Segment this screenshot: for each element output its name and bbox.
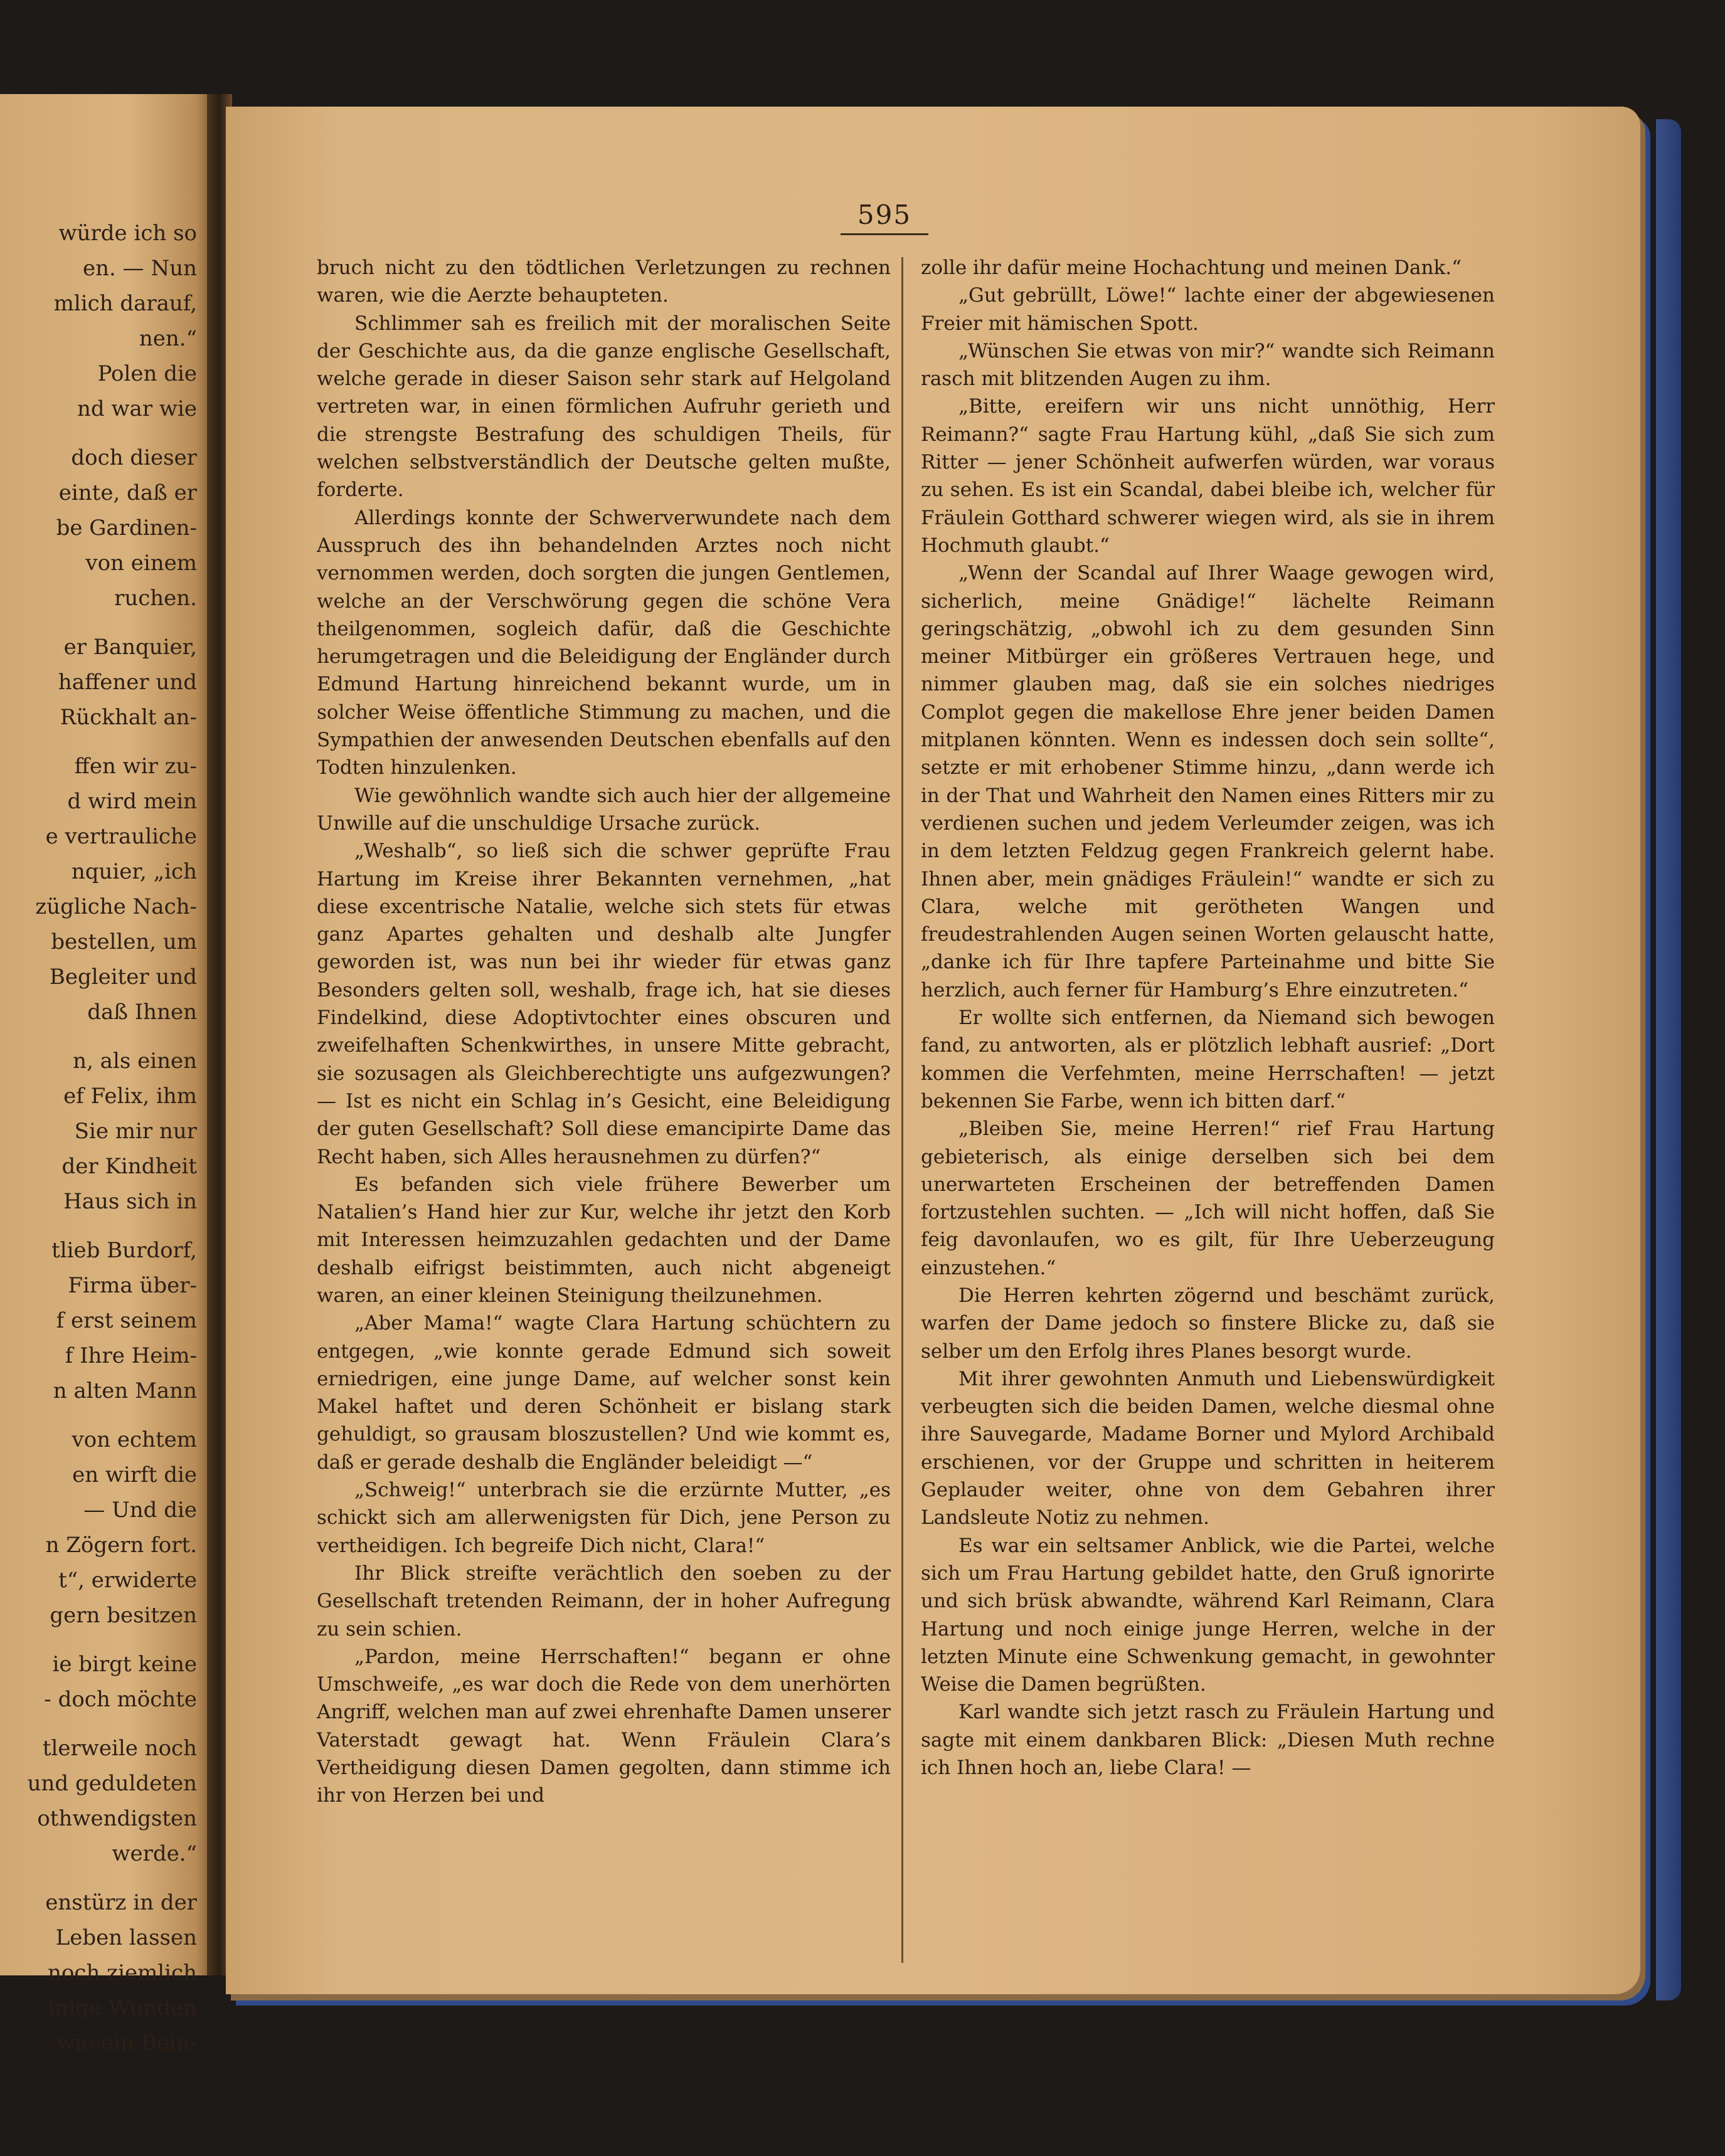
left-page-line: ruchen.	[114, 586, 197, 611]
left-page-line: der Kindheit	[61, 1154, 197, 1179]
paragraph: „Schweig!“ unterbrach sie die erzürnte Mutter, „es schickt sich am allerwenigsten für Dich, jene Person zu vertheidigen. Ich begreife Dich nicht, Clara!“	[317, 1479, 891, 1557]
left-page-line: tlerweile noch	[42, 1736, 197, 1761]
page-number-rule	[841, 233, 928, 235]
left-page-line: nd war wie	[77, 396, 197, 421]
paragraph: Mit ihrer gewohnten Anmuth und Liebenswürdigkeit verbeugten sich die beiden Damen, welche diesmal ohne ihre Sauvegarde, Madame Borner und Mylord Archibald erschienen, vor der Gruppe und schritten in heiterem Geplauder weiter, ohne von dem Gebahren ihrer Landsleute Notiz zu nehmen.	[921, 1367, 1495, 1530]
left-page-line: Begleiter und	[49, 964, 197, 990]
left-page-line: noch ziemlich	[48, 1960, 197, 1985]
paragraph: Er wollte sich entfernen, da Niemand sich bewogen fand, zu antworten, als er plötzlich lebhaft ausrief: „Dort kommen die Verfehmten, meine Herrschaften! — jetzt bekennen Sie Farbe, wenn ich bitten darf.“	[921, 1007, 1495, 1112]
left-page-line: nen.“	[139, 326, 197, 351]
left-page-line: Leben lassen	[55, 1925, 197, 1950]
left-page-line: be Gardinen-	[56, 515, 197, 541]
left-page-line: bestellen, um	[51, 929, 197, 954]
column-divider	[901, 257, 903, 1963]
paragraph: „Aber Mama!“ wagte Clara Hartung schüchtern zu entgegen, „wie konnte gerade Edmund sich soweit erniedrigen, eine junge Dame, auf welcher sonst kein Makel haftet und deren Schönheit er bislang stark gehuldigt, so grausam bloszustellen? Und wie kommt es, daß er gerade deshalb die Engländer beleidigt —“	[317, 1312, 891, 1474]
paragraph: „Bitte, ereifern wir uns nicht unnöthig, Herr Reimann?“ sagte Frau Hartung kühl, „daß Sie sich zum Ritter — jener Schönheit aufwerfen würden, war voraus zu sehen. Es ist ein Scandal, dabei bleibe ich, welcher für Fräulein Gotthard schwerer wiegen wird, als sie in ihrem Hochmuth glaubt.“	[921, 395, 1495, 557]
left-page-line: zügliche Nach-	[35, 894, 197, 919]
paragraph: Allerdings konnte der Schwerverwundete nach dem Ausspruch des ihn behandelnden Arztes noch nicht vernommen werden, doch sorgten die jungen Gentlemen, welche an der Verschwörung gegen die schöne Vera theilgenommen, sogleich dafür, daß die Geschichte herumgetragen und die Beleidigung der Engländer durch Edmund Hartung hinreichend bekannt wurde, um in solcher Weise öffentliche Stimmung zu machen, und die Sympathien der anwesenden Deutschen ebenfalls auf den Todten hinzulenken.	[317, 506, 891, 779]
left-page-line: f erst seinem	[56, 1308, 197, 1333]
left-page-line: n Zögern fort.	[45, 1533, 197, 1558]
left-page-line: ie birgt keine	[52, 1652, 197, 1677]
paragraph: „Weshalb“, so ließ sich die schwer geprüfte Frau Hartung im Kreise ihrer Bekannten vernehmen, „hat diese excentrische Natalie, welche sich stets für etwas ganz Apartes gehalten und deshalb alte Jungfer geworden ist, was nun bei ihr wieder für etwas ganz Besonders gelten soll, weshalb, frage ich, hat sie dieses Findelkind, diese Adoptivtochter eines obscuren und zweifelhaften Schenkwirthes, in unsere Mitte gebracht, sie sozusagen als Gleichberechtigte uns aufgezwungen? — Ist es nicht ein Schlag in’s Gesicht, eine Beleidigung der guten Gesellschaft? Soll diese emancipirte Dame das Recht haben, sich Alles herausnehmen zu dürfen?“	[317, 840, 891, 1168]
paragraph: „Gut gebrüllt, Löwe!“ lachte einer der abgewiesenen Freier mit hämischen Spott.	[921, 284, 1495, 335]
left-page-line: doch dieser	[71, 445, 197, 470]
left-page-line: n, als einen	[73, 1049, 197, 1074]
paragraph: Karl wandte sich jetzt rasch zu Fräulein Hartung und sagte mit einem dankbaren Blick: „Diesen Muth rechne ich Ihnen hoch an, liebe Clara! —	[921, 1701, 1495, 1780]
paragraph: „Wünschen Sie etwas von mir?“ wandte sich Reimann rasch mit blitzenden Augen zu ihm.	[921, 339, 1495, 391]
page-number: 595	[857, 199, 912, 230]
paragraph: Wie gewöhnlich wandte sich auch hier der allgemeine Unwille auf die unschuldige Ursache zurück.	[317, 784, 891, 835]
left-page-line: Polen die	[97, 361, 197, 386]
left-page-line: einte, daß er	[58, 480, 197, 505]
text-column-left	[317, 254, 891, 1810]
book-cover-edge	[1656, 119, 1681, 2000]
left-page-line: tlieb Burdorf,	[51, 1238, 197, 1263]
paragraph: zolle ihr dafür meine Hochachtung und meinen Dank.“	[921, 256, 1462, 279]
paragraph: Die Herren kehrten zögernd und beschämt zurück, warfen der Dame jedoch so finstere Blicke zu, daß sie selber um den Erfolg ihres Planes besorgt wurde.	[921, 1284, 1495, 1363]
paragraph: „Wenn der Scandal auf Ihrer Waage gewogen wird, sicherlich, meine Gnädige!“ lächelte Reimann geringschätzig, „obwohl ich zu dem gesunden Sinn meiner Mitbürger ein größeres Vertrauen hege, und nimmer glauben mag, daß sie ein solches niedriges Complot gegen die makellose Ehre jener beiden Damen mitplanen könnten. Wenn es indessen doch sein sollte“, setzte er mit erhobener Stimme hinzu, „dann werde ich in der That und Wahrheit den Namen eines Ritters mir zu verdienen suchen und jedem Verleumder zeigen, was ich in dem letzten Feldzug gegen Frankreich gelernt habe. Ihnen aber, mein gnädiges Fräulein!“ wandte er sich zu Clara, welche mit gerötheten Wangen und freudestrahlenden Augen seinen Worten gelauscht hatte, „danke ich für Ihre tapfere Parteinahme und bitte Sie herzlich, auch ferner für Hamburg’s Ehre einzutreten.“	[921, 562, 1495, 1001]
left-page-line: f Ihre Heim-	[65, 1343, 197, 1368]
paragraph: „Pardon, meine Herrschaften!“ begann er ohne Umschweife, „es war doch die Rede von dem unerhörten Angriff, welchen man auf zwei ehrenhafte Damen unserer Vaterstadt gewagt hat. Wenn Fräulein Clara’s Vertheidigung diesen Damen gegolten, dann stimme ich ihr von Herzen bei und	[317, 1645, 891, 1807]
paragraph: Ihr Blick streifte verächtlich den soeben zu der Gesellschaft tretenden Reimann, der in hoher Aufregung zu sein schien.	[317, 1562, 891, 1641]
paragraph: Es war ein seltsamer Anblick, wie die Partei, welche sich um Frau Hartung gebildet hatte, den Gruß ignorirte und sich brüsk abwandte, während Karl Reimann, Clara Hartung und noch einige junge Herren, welche in der letzten Minute eine Schwenkung gemacht, in gewohnter Weise die Damen begrüßten.	[921, 1534, 1495, 1696]
paragraph: Es befanden sich viele frühere Bewerber um Natalien’s Hand hier zur Kur, welche ihr jetzt den Korb mit Interessen heimzuzahlen gedachten und der Dame deshalb eifrigst beistimmten, auch nicht abgeneigt waren, an einer kleinen Steinigung theilzunehmen.	[317, 1173, 891, 1307]
left-page-line: nquier, „ich	[71, 859, 197, 884]
left-page-line: Firma über-	[68, 1273, 197, 1298]
left-page-line: daß Ihnen	[87, 1000, 197, 1025]
paragraph: „Bleiben Sie, meine Herren!“ rief Frau Hartung gebieterisch, als einige derselben sich bei dem unerwarteten Erscheinen der betreffenden Damen fortzustehlen suchten. — „Ich will nicht hoffen, daß Sie feig davonlaufen, wo es gilt, für Ihre Ueberzeugung einzustehen.“	[921, 1118, 1495, 1279]
left-page-line: Sie mir nur	[74, 1119, 197, 1144]
left-page-line: von einem	[85, 551, 197, 576]
paragraph: Schlimmer sah es freilich mit der moralischen Seite der Geschichte aus, da die ganze englische Gesellschaft, welche gerade in dieser Saison sehr stark auf Helgoland vertreten war, in einen förmlichen Aufruhr gerieth und die strengste Bestrafung des schuldigen Theils, für welchen selbstverständlich der Deutsche gelten mußte, forderte.	[317, 312, 891, 502]
left-page-line: ffen wir zu-	[74, 754, 197, 779]
left-page-line: er Banquier,	[63, 635, 197, 660]
left-page-line: ef Felix, ihm	[63, 1084, 197, 1109]
left-page-line: e vertrauliche	[45, 824, 197, 849]
left-page-line: mlich darauf,	[53, 291, 197, 316]
left-page-line: würde ich so	[58, 221, 197, 246]
left-page-line: haffener und	[58, 670, 197, 695]
left-page-line: Rückhalt an-	[60, 705, 197, 730]
left-page-line: en wirft die	[72, 1462, 197, 1488]
left-page-line: und geduldeten	[27, 1771, 197, 1796]
left-page-line: - doch möchte	[44, 1687, 197, 1712]
left-page-line: othwendigsten	[37, 1806, 197, 1831]
left-page-line: gern besitzen	[50, 1603, 197, 1628]
left-page-line: d wird mein	[67, 789, 197, 814]
left-page-line: wie ein Bein-	[56, 2031, 197, 2056]
left-page-line: n alten Mann	[53, 1378, 197, 1403]
left-page-line: Haus sich in	[63, 1189, 197, 1214]
left-page-line: en. — Nun	[83, 256, 197, 281]
paragraph: bruch nicht zu den tödtlichen Verletzungen zu rechnen waren, wie die Aerzte behaupteten.	[317, 256, 891, 307]
left-page-line: — Und die	[83, 1498, 197, 1523]
left-page-line: inige Wunden	[48, 1995, 197, 2021]
previous-page	[0, 94, 213, 2056]
left-page-line: von echtem	[72, 1427, 197, 1452]
left-page-line: werde.“	[112, 1841, 197, 1866]
text-column-right	[921, 254, 1495, 1782]
left-page-line: enstürz in der	[45, 1890, 197, 1915]
left-page-line: t“, erwiderte	[58, 1568, 197, 1593]
